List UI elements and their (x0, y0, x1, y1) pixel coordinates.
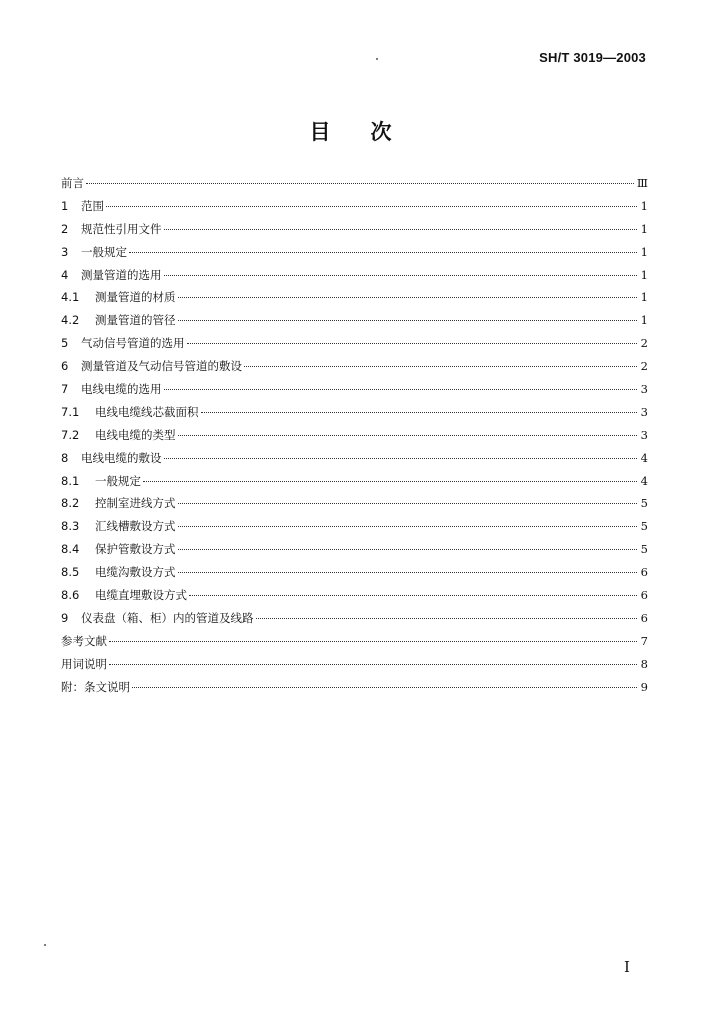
toc-dot-leader (109, 641, 637, 642)
toc-entry-number: 8.3 (61, 519, 80, 534)
toc-entry-number: 4 (61, 267, 69, 282)
toc-entry-title: 规范性引用文件 (81, 221, 162, 236)
toc-entry-page: 5 (640, 542, 648, 557)
toc-entry-page: 6 (640, 610, 648, 625)
toc-entry-number: 7.1 (61, 404, 80, 419)
toc-entry-page: 1 (640, 290, 648, 305)
table-of-contents (61, 175, 648, 701)
page-number: I (624, 958, 630, 976)
toc-entry-page: 6 (640, 565, 648, 580)
toc-entry-title: 仪表盘（箱、柜）内的管道及线路 (81, 610, 254, 625)
toc-dot-leader (109, 664, 637, 665)
toc-dot-leader (132, 687, 637, 688)
toc-entry[interactable] (61, 221, 648, 244)
toc-entry-number: 5 (61, 336, 69, 351)
toc-dot-leader (164, 275, 638, 276)
toc-entry-title: 电线电缆线芯截面积 (95, 404, 199, 419)
toc-entry-page: 7 (640, 633, 648, 648)
toc-entry[interactable] (61, 450, 648, 473)
toc-entry-title: 电线电缆的类型 (95, 427, 176, 442)
toc-entry-page: 3 (640, 427, 648, 442)
toc-entry-page: 6 (640, 588, 648, 603)
toc-entry[interactable] (61, 244, 648, 267)
toc-dot-leader (164, 389, 638, 390)
toc-entry-title: 参考文献 (61, 633, 107, 648)
toc-entry-title: 电缆沟敷设方式 (95, 565, 176, 580)
toc-entry[interactable] (61, 541, 648, 564)
toc-entry-title: 电线电缆的敷设 (81, 450, 162, 465)
toc-entry-number: 4.1 (61, 290, 80, 305)
toc-entry-number: 8.4 (61, 542, 80, 557)
toc-entry-title: 电线电缆的选用 (81, 382, 162, 397)
toc-entry-title: 范围 (81, 198, 104, 213)
toc-dot-leader (86, 183, 634, 184)
toc-entry[interactable] (61, 656, 648, 679)
toc-dot-leader (178, 320, 638, 321)
toc-entry[interactable] (61, 427, 648, 450)
toc-entry-title: 前言 (61, 176, 84, 190)
toc-entry-number: 8.1 (61, 473, 80, 488)
toc-entry-number: 4.2 (61, 313, 80, 328)
toc-dot-leader (178, 572, 638, 573)
toc-dot-leader (244, 366, 637, 367)
scan-speck (376, 58, 378, 60)
toc-entry[interactable] (61, 175, 648, 198)
toc-entry-page: 5 (640, 519, 648, 534)
toc-entry-title: 保护管敷设方式 (95, 542, 176, 557)
toc-entry-title: 测量管道及气动信号管道的敷设 (81, 359, 242, 374)
toc-entry[interactable] (61, 610, 648, 633)
toc-entry-title: 测量管道的管径 (95, 313, 176, 328)
toc-dot-leader (189, 595, 637, 596)
toc-entry-title: 测量管道的选用 (81, 267, 162, 282)
toc-entry[interactable] (61, 381, 648, 404)
toc-entry-page: 3 (640, 404, 648, 419)
toc-dot-leader (178, 297, 638, 298)
toc-title: 目次 (309, 120, 432, 144)
toc-entry-title: 气动信号管道的选用 (81, 336, 185, 351)
toc-entry-title: 一般规定 (81, 244, 127, 259)
toc-entry-number: 8.2 (61, 496, 80, 511)
toc-entry-number: 1 (61, 198, 69, 213)
toc-entry[interactable] (61, 473, 648, 496)
toc-entry-page: 9 (640, 679, 648, 694)
toc-entry[interactable] (61, 518, 648, 541)
toc-entry-page: Ⅲ (636, 176, 648, 190)
toc-entry[interactable] (61, 587, 648, 610)
toc-entry-number: 3 (61, 244, 69, 259)
toc-entry[interactable] (61, 633, 648, 656)
toc-entry-title: 一般规定 (95, 473, 141, 488)
toc-entry-title: 汇线槽敷设方式 (95, 519, 176, 534)
toc-entry-title: 用词说明 (61, 656, 107, 671)
toc-dot-leader (256, 618, 638, 619)
toc-entry-page: 1 (640, 198, 648, 213)
toc-entry-page: 2 (640, 359, 648, 374)
toc-entry-page: 4 (640, 450, 648, 465)
toc-entry[interactable] (61, 267, 648, 290)
toc-entry-number: 8 (61, 450, 69, 465)
toc-entry-page: 1 (640, 313, 648, 328)
toc-entry-page: 2 (640, 336, 648, 351)
toc-dot-leader (164, 229, 638, 230)
toc-entry-page: 5 (640, 496, 648, 511)
toc-entry-title: 电缆直埋敷设方式 (95, 588, 187, 603)
toc-entry-page: 8 (640, 656, 648, 671)
document-code: SH/T 3019—2003 (539, 50, 646, 65)
toc-entry-number: 7.2 (61, 427, 80, 442)
toc-entry-title: 测量管道的材质 (95, 290, 176, 305)
toc-entry-number: 7 (61, 382, 69, 397)
toc-entry-page: 1 (640, 244, 648, 259)
toc-entry[interactable] (61, 564, 648, 587)
toc-entry-title: 附：条文说明 (61, 679, 130, 694)
toc-entry-page: 1 (640, 267, 648, 282)
toc-entry[interactable] (61, 679, 648, 702)
toc-dot-leader (178, 549, 638, 550)
toc-entry[interactable] (61, 335, 648, 358)
toc-entry[interactable] (61, 312, 648, 335)
toc-dot-leader (129, 252, 637, 253)
toc-dot-leader (178, 435, 638, 436)
toc-entry[interactable] (61, 495, 648, 518)
toc-entry-number: 8.6 (61, 588, 80, 603)
toc-dot-leader (164, 458, 638, 459)
toc-entry-number: 6 (61, 359, 69, 374)
toc-dot-leader (187, 343, 638, 344)
toc-entry-number: 2 (61, 221, 69, 236)
toc-entry[interactable] (61, 198, 648, 221)
toc-entry-page: 4 (640, 473, 648, 488)
toc-entry-page: 1 (640, 221, 648, 236)
toc-entry-page: 3 (640, 382, 648, 397)
toc-entry[interactable] (61, 358, 648, 381)
toc-entry[interactable] (61, 404, 648, 427)
toc-entry[interactable] (61, 289, 648, 312)
toc-dot-leader (143, 481, 637, 482)
toc-dot-leader (178, 526, 638, 527)
toc-dot-leader (201, 412, 638, 413)
toc-entry-title: 控制室进线方式 (95, 496, 176, 511)
toc-entry-number: 8.5 (61, 565, 80, 580)
scan-speck (44, 944, 46, 946)
toc-entry-number: 9 (61, 610, 69, 625)
toc-dot-leader (106, 206, 637, 207)
toc-dot-leader (178, 503, 638, 504)
